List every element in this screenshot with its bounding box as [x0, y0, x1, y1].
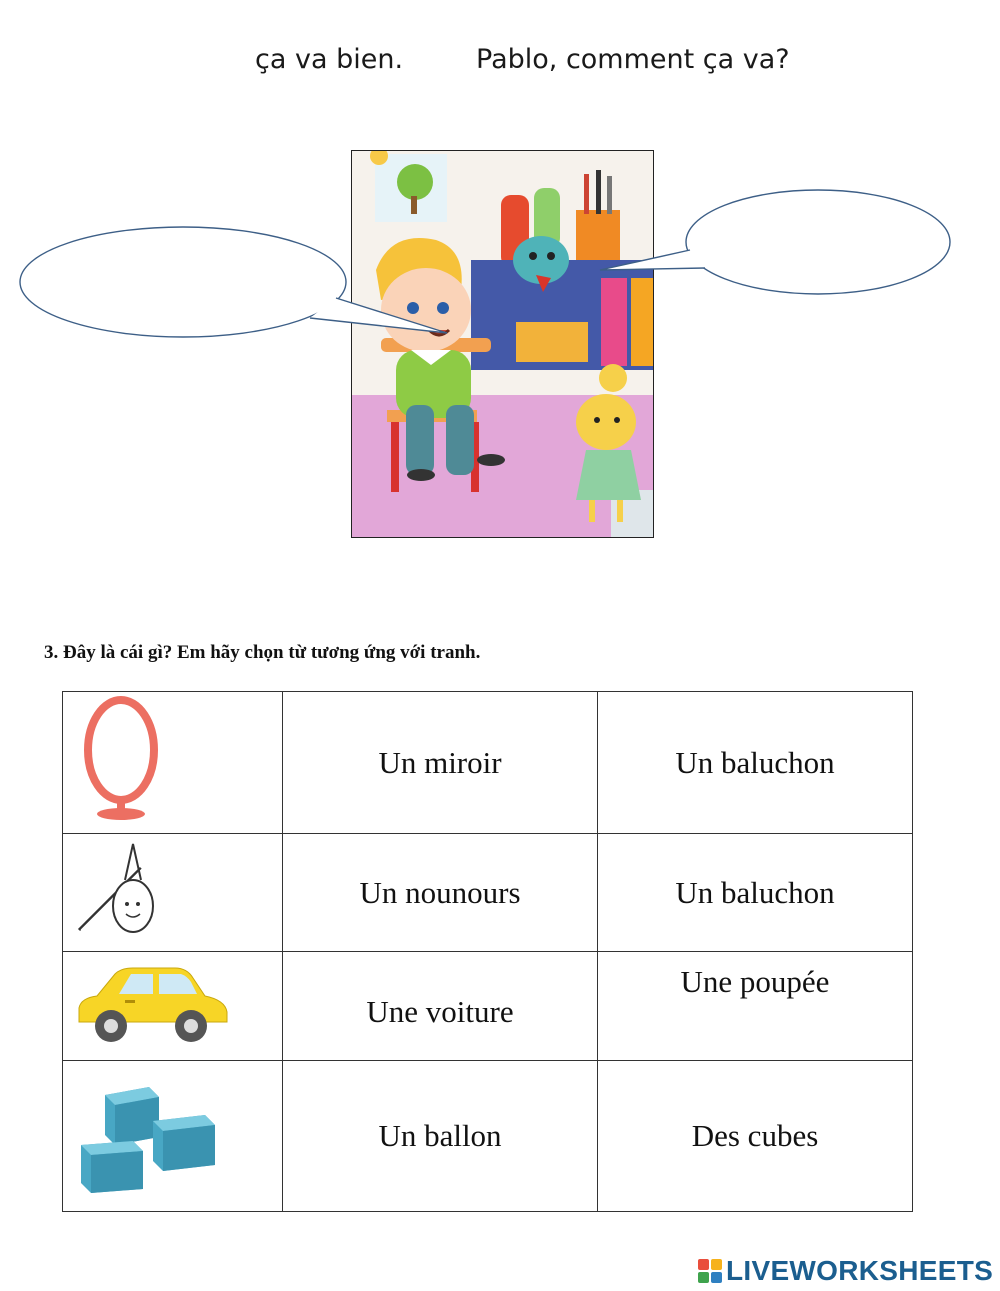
dialogue-option-1[interactable]: ça va bien. [255, 44, 404, 75]
choice-a[interactable]: Un ballon [283, 1061, 598, 1212]
dialogue-option-2[interactable]: Pablo, comment ça va? [476, 44, 790, 75]
liveworksheets-logo [698, 1255, 993, 1287]
table-row [63, 1061, 913, 1212]
choice-a[interactable]: Un nounours [283, 834, 598, 952]
choice-a[interactable]: Une voiture [283, 952, 598, 1061]
bindle-icon [63, 834, 282, 943]
logo-text: LIVEWORKSHEETS [726, 1255, 994, 1286]
image-cell [63, 952, 283, 1061]
choice-b[interactable]: Des cubes [598, 1061, 913, 1212]
image-cell [63, 692, 283, 834]
table-row [63, 834, 913, 952]
mirror-icon [63, 692, 282, 825]
vocab-table [62, 691, 913, 1212]
image-cell [63, 1061, 283, 1212]
table-row [63, 692, 913, 834]
classroom-scene-image [351, 150, 654, 538]
speech-bubble-right[interactable] [686, 190, 950, 294]
choice-b[interactable]: Un baluchon [598, 692, 913, 834]
image-cell [63, 834, 283, 952]
task-title: 3. Đây là cái gì? Em hãy chọn từ tương ứng với tranh. [44, 642, 481, 663]
table-row [63, 952, 913, 1061]
car-icon [63, 952, 282, 1052]
choice-b[interactable]: Une poupée [598, 952, 913, 1061]
cubes-icon [63, 1061, 282, 1203]
choice-b[interactable]: Un baluchon [598, 834, 913, 952]
choice-a[interactable]: Un miroir [283, 692, 598, 834]
logo-mark-icon [698, 1259, 722, 1283]
speech-bubble-left[interactable] [20, 228, 346, 336]
